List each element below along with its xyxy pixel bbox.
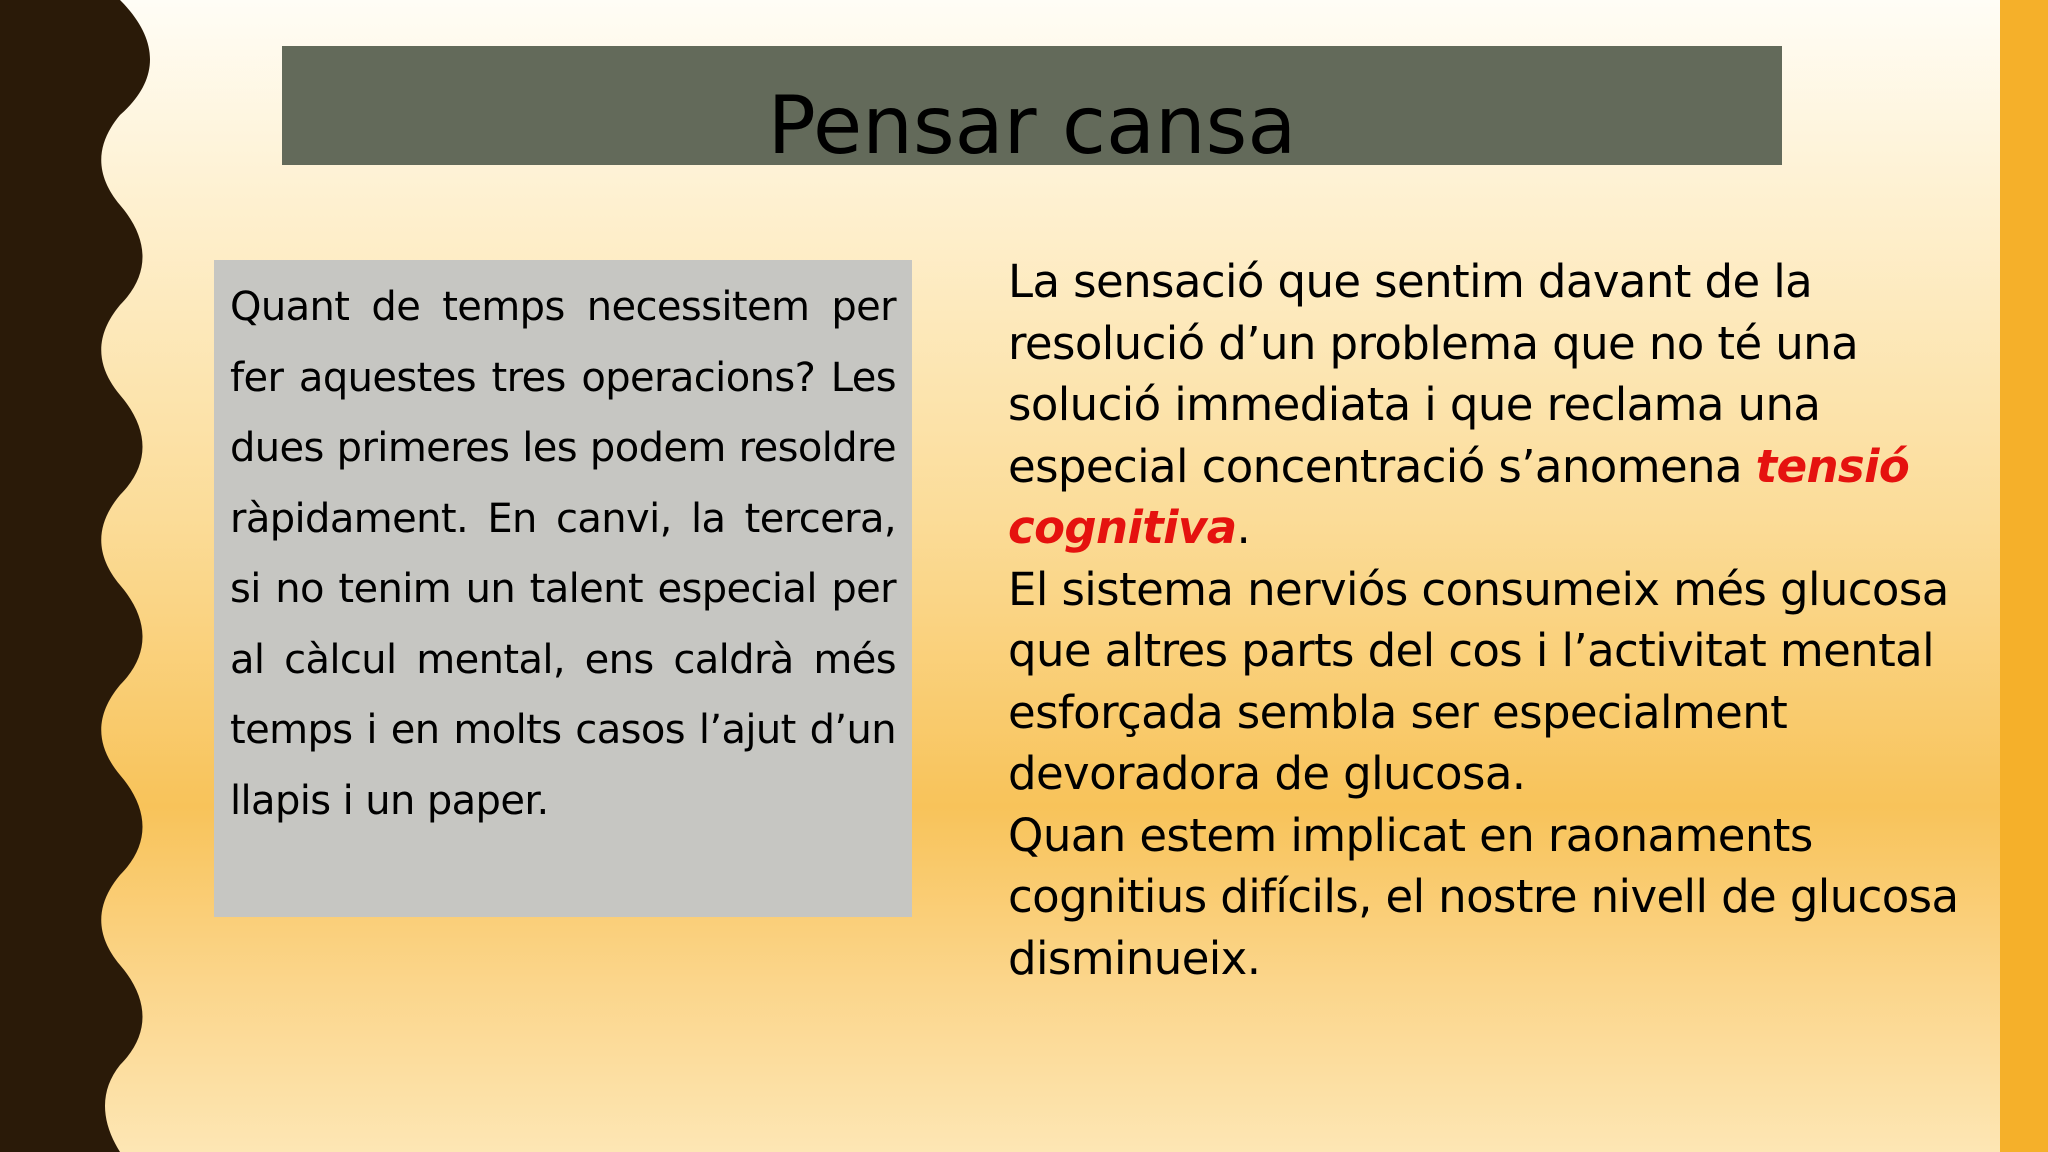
right-accent-bar xyxy=(2000,0,2048,1152)
right-paragraph-1-text: La sensació que sentim davant de la resolució d’un problema que no té una solució immediata i que reclama una especial concentració s’anomena xyxy=(1008,255,1859,493)
right-text-block xyxy=(1008,251,1978,989)
slide-title: Pensar cansa xyxy=(767,79,1297,172)
left-wave-border xyxy=(0,0,160,1152)
right-paragraph-3: Quan estem implicat en raonaments cognitius difícils, el nostre nivell de glucosa disminueix. xyxy=(1008,808,1959,985)
right-paragraph-1 xyxy=(1008,251,1978,559)
highlight-term: tensió cognitiva xyxy=(1008,439,1910,554)
left-text-box xyxy=(214,260,912,917)
right-paragraph-1-end: . xyxy=(1236,501,1251,554)
right-paragraph-2: El sistema nerviós consumeix més glucosa que altres parts del cos i l’activitat mental esforçada sembla ser especialment devoradora de glucosa. xyxy=(1008,562,1949,800)
left-box-text: Quant de temps necessitem per fer aquestes tres operacions? Les dues primeres les podem resoldre ràpidament. En canvi, la tercera, si no tenim un talent especial per al càlcul mental, ens caldrà més temps i en molts casos l’ajut d’un llapis i un paper. xyxy=(230,284,896,824)
title-bar xyxy=(282,46,1782,172)
